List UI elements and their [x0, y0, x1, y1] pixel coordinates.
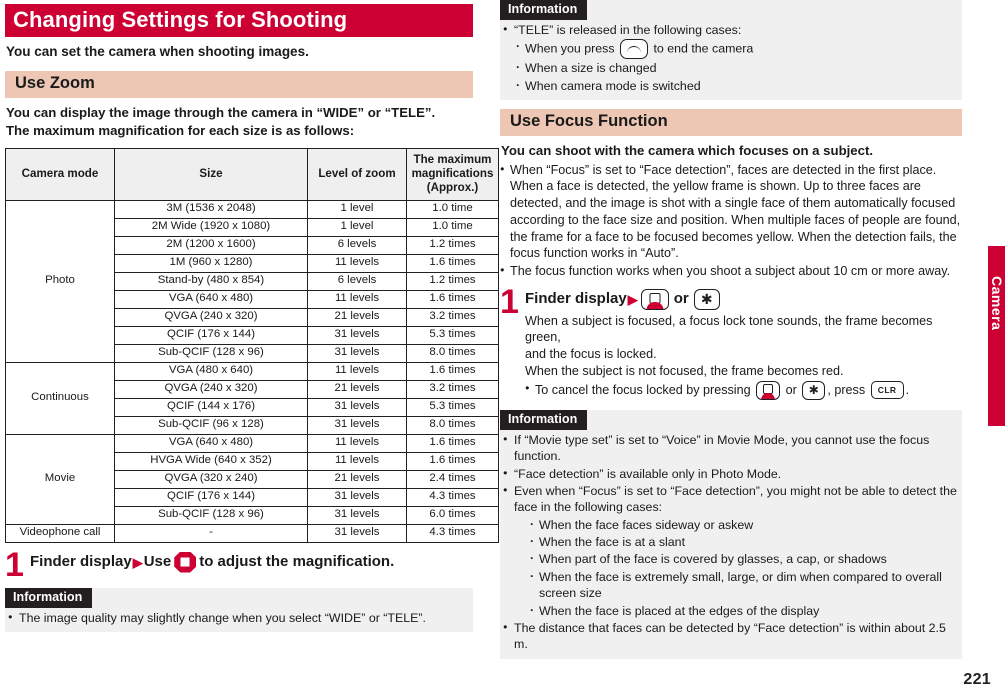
step-heading-tail: to adjust the magnification. [199, 552, 395, 570]
cell-size: QCIF (176 x 144) [115, 488, 308, 506]
cell-level: 31 levels [308, 506, 407, 524]
cell-level: 1 level [308, 218, 407, 236]
cell-size: VGA (480 x 640) [115, 362, 308, 380]
list-item: ● The image quality may slightly change when you select “WIDE” or “TELE”. [8, 610, 473, 626]
cell-level: 31 levels [308, 416, 407, 434]
list-item: ● If “Movie type set” is set to “Voice” in Movie Mode, you cannot use the focus function. [503, 432, 962, 465]
cell-size: VGA (640 x 480) [115, 434, 308, 452]
table-row [6, 524, 499, 542]
step-heading [525, 289, 962, 310]
cell-level: 11 levels [308, 254, 407, 272]
sub-list-item: · When a size is changed [514, 60, 962, 76]
step-body-line-3: When the subject is not focused, the frame becomes red. [525, 363, 844, 378]
cell-size: 2M (1200 x 1600) [115, 236, 308, 254]
asterisk-key-icon: ✱ [694, 289, 720, 310]
step-heading [30, 552, 473, 573]
step-body-bullets [525, 381, 962, 400]
cell-mag: 1.0 time [407, 218, 499, 236]
bullet-text-or: or [785, 382, 797, 397]
camera-key-icon [756, 381, 780, 400]
information-list [500, 22, 962, 94]
cell-level: 31 levels [308, 488, 407, 506]
list-item [503, 483, 962, 619]
sub-list-item: · When the face faces sideway or askew [528, 517, 962, 533]
cell-mag: 3.2 times [407, 380, 499, 398]
col-header-max-magnification [407, 149, 499, 200]
bullet-text-part-1: To cancel the focus locked by pressing [535, 382, 751, 397]
cell-mag: 8.0 times [407, 416, 499, 434]
information-title: Information [500, 0, 587, 20]
list-item-lead: “TELE” is released in the following cases: [514, 23, 742, 38]
step-heading-finder-display: Finder display [30, 552, 132, 570]
section-header-use-zoom: Use Zoom [5, 71, 473, 98]
table-header-row [6, 149, 499, 200]
sub-item-text-before: When you press [525, 41, 615, 56]
information-title: Information [500, 410, 587, 430]
cell-size: Sub-QCIF (96 x 128) [115, 416, 308, 434]
cell-level: 11 levels [308, 290, 407, 308]
cell-level: 21 levels [308, 380, 407, 398]
sub-list-item: · When the face is extremely small, large, or dim when compared to overall screen size [528, 569, 962, 602]
cell-size: QVGA (240 x 320) [115, 380, 308, 398]
information-list [500, 432, 962, 653]
chapter-title: Changing Settings for Shooting [5, 4, 473, 37]
cell-mag: 1.6 times [407, 452, 499, 470]
cell-level: 11 levels [308, 362, 407, 380]
list-item: ● The distance that faces can be detected by “Face detection” is within about 2.5 m. [503, 620, 962, 653]
sub-list-item: · When camera mode is switched [514, 78, 962, 94]
cell-level: 11 levels [308, 452, 407, 470]
arrow-right-icon: ▶ [627, 291, 638, 307]
left-column [5, 4, 494, 632]
col-header-camera-mode: Camera mode [6, 149, 115, 200]
page-number: 221 [963, 671, 991, 688]
cell-mag: 1.6 times [407, 290, 499, 308]
step-heading-use: Use [143, 552, 172, 570]
section-body-use-zoom [6, 104, 473, 139]
cell-mode-continuous: Continuous [6, 362, 115, 434]
step-number: 1 [5, 545, 24, 584]
clr-key-icon: CLR [871, 381, 904, 399]
cell-mag: 6.0 times [407, 506, 499, 524]
cell-size: VGA (640 x 480) [115, 290, 308, 308]
cell-mag: 1.2 times [407, 272, 499, 290]
chapter-intro: You can set the camera when shooting images. [6, 44, 309, 60]
list-item: ● When “Focus” is set to “Face detection”, faces are detected in the first place. When a face is detected, the yellow frame is shown. Up to three faces are detected, and the image is shot with a single face of them automatically focused according to the face size and position. When multiple faces of people are found, the frame for a face to be focused becomes yellow. When the detection fails, the focus function works in “Auto”. [500, 162, 962, 262]
col-header-max-line1: The maximum [413, 153, 492, 167]
sub-list-item: · When part of the face is covered by glasses, a cap, or shadows [528, 551, 962, 567]
col-header-max-line2: magnifications [411, 167, 494, 181]
cell-mag: 4.3 times [407, 524, 499, 542]
cell-level: 21 levels [308, 470, 407, 488]
cell-size: QCIF (144 x 176) [115, 398, 308, 416]
cell-mode-videophone-call: Videophone call [6, 524, 115, 542]
information-box-use-zoom [5, 588, 473, 632]
asterisk-key-icon: ✱ [802, 381, 825, 400]
table-row [6, 200, 499, 218]
end-call-key-icon [620, 39, 648, 59]
sub-list-item: · When the face is at a slant [528, 534, 962, 550]
navigation-key-icon [174, 552, 196, 573]
information-box-focus [500, 410, 962, 659]
bullet-text-part-2: , press [827, 382, 866, 397]
zoom-magnification-table [5, 148, 499, 542]
sub-list-item: · When the face is placed at the edges of the display [528, 603, 962, 619]
step-body-line-2: and the focus is locked. [525, 347, 657, 362]
cell-mag: 2.4 times [407, 470, 499, 488]
side-tab-marker [988, 246, 1005, 426]
information-box-tele [500, 0, 962, 100]
cell-level: 31 levels [308, 398, 407, 416]
cell-level: 6 levels [308, 236, 407, 254]
cell-size: 2M Wide (1920 x 1080) [115, 218, 308, 236]
step-1-use-zoom [5, 545, 473, 584]
cell-mag: 8.0 times [407, 344, 499, 362]
cell-mode-photo: Photo [6, 200, 115, 362]
cell-size: - [115, 524, 308, 542]
cell-size: Sub-QCIF (128 x 96) [115, 344, 308, 362]
table-row [6, 434, 499, 452]
cell-mag: 1.6 times [407, 434, 499, 452]
cell-level: 31 levels [308, 344, 407, 362]
section-header-use-focus-function: Use Focus Function [500, 109, 962, 136]
cell-mag: 4.3 times [407, 488, 499, 506]
cell-level: 11 levels [308, 434, 407, 452]
arrow-right-icon: ▶ [132, 554, 143, 570]
side-tab-label-camera: Camera [989, 276, 1005, 331]
information-title: Information [5, 588, 92, 608]
step-body [525, 313, 962, 400]
cell-size: QVGA (240 x 320) [115, 308, 308, 326]
step-heading-finder-display: Finder display [525, 290, 627, 308]
table-body [6, 200, 499, 542]
cell-mag: 1.6 times [407, 254, 499, 272]
cell-level: 1 level [308, 200, 407, 218]
cell-size: 1M (960 x 1280) [115, 254, 308, 272]
col-header-level-of-zoom: Level of zoom [308, 149, 407, 200]
list-item-lead: Even when “Focus” is set to “Face detection”, you might not be able to detect the face in the following cases: [514, 483, 957, 515]
sub-list-item [514, 39, 962, 59]
cell-mag: 1.2 times [407, 236, 499, 254]
section-body-line-1: You can display the image through the camera in “WIDE” or “TELE”. [6, 104, 436, 120]
cell-mode-movie: Movie [6, 434, 115, 524]
col-header-size: Size [115, 149, 308, 200]
cell-mag: 5.3 times [407, 326, 499, 344]
right-column [500, 0, 962, 659]
cell-mag: 1.0 time [407, 200, 499, 218]
cell-level: 31 levels [308, 524, 407, 542]
information-sub-list [514, 517, 962, 619]
sub-item-text-after: to end the camera [653, 41, 754, 56]
cell-mag: 5.3 times [407, 398, 499, 416]
cell-level: 21 levels [308, 308, 407, 326]
step-number: 1 [500, 282, 519, 321]
section-body-line-2: The maximum magnification for each size is as follows: [6, 122, 355, 138]
bullet-text-part-3: . [905, 382, 910, 397]
cell-size: 3M (1536 x 2048) [115, 200, 308, 218]
table-row [6, 362, 499, 380]
step-body-line-1: When a subject is focused, a focus lock tone sounds, the frame becomes green, [525, 313, 933, 345]
step-heading-or: or [673, 290, 689, 308]
list-item [525, 381, 962, 400]
section-lead-use-focus: You can shoot with the camera which focuses on a subject. [501, 143, 874, 159]
cell-size: QVGA (320 x 240) [115, 470, 308, 488]
information-sub-list [514, 39, 962, 94]
step-1-use-focus [500, 282, 962, 400]
cell-size: Stand-by (480 x 854) [115, 272, 308, 290]
col-header-max-line3: (Approx.) [426, 181, 479, 195]
cell-level: 31 levels [308, 326, 407, 344]
information-list [5, 610, 473, 626]
focus-function-bullets [500, 162, 962, 280]
list-item: ● The focus function works when you shoot a subject about 10 cm or more away. [500, 263, 962, 280]
cell-size: HVGA Wide (640 x 352) [115, 452, 308, 470]
camera-key-icon [641, 289, 669, 310]
table-head [6, 149, 499, 200]
cell-level: 6 levels [308, 272, 407, 290]
list-item [503, 22, 962, 94]
cell-size: Sub-QCIF (128 x 96) [115, 506, 308, 524]
cell-size: QCIF (176 x 144) [115, 326, 308, 344]
cell-mag: 1.6 times [407, 362, 499, 380]
list-item: ● “Face detection” is available only in Photo Mode. [503, 466, 962, 482]
cell-mag: 3.2 times [407, 308, 499, 326]
